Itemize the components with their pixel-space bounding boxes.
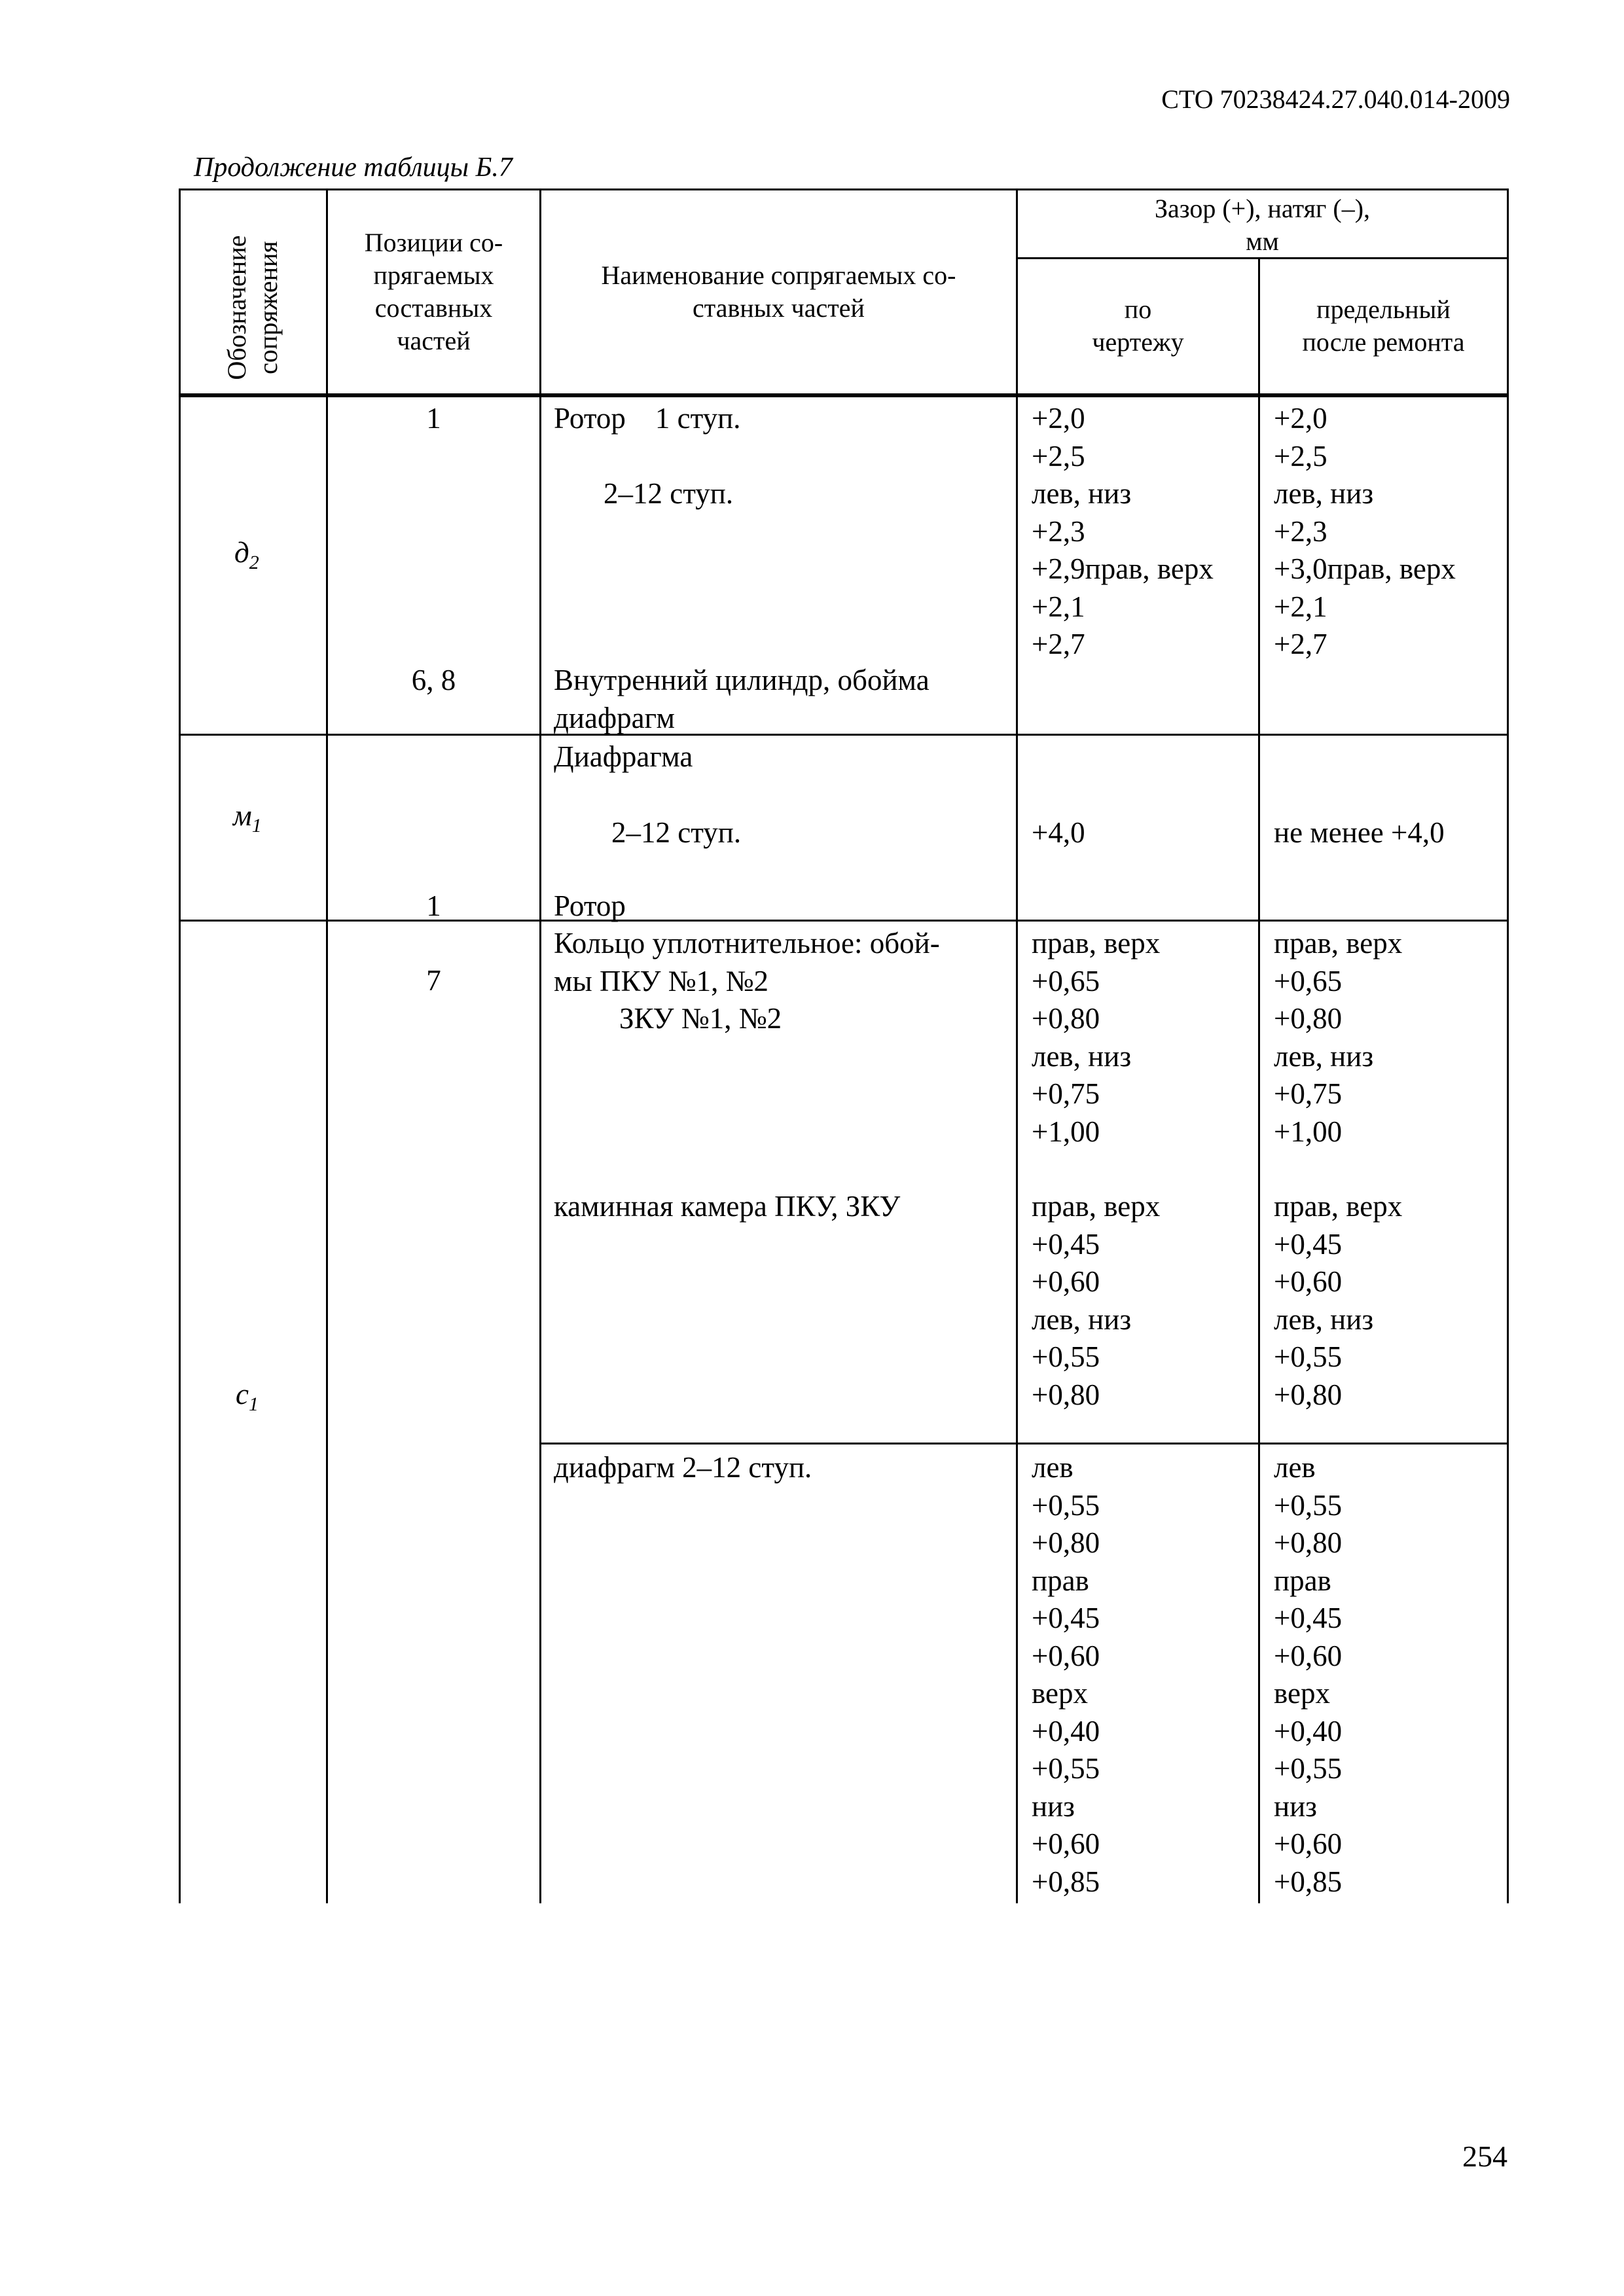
- designation-d2: $д_2$: [234, 536, 259, 573]
- position-value: 1: [426, 889, 441, 922]
- column-divider: [1016, 188, 1018, 1903]
- part-name: Диафрагма: [554, 740, 693, 773]
- header-bottom-rule: [179, 393, 1509, 397]
- position-value: 1: [426, 402, 441, 435]
- gap-by-drawing: прав, верх +0,45 +0,60 лев, низ +0,55 +0,80: [1032, 1190, 1161, 1411]
- position-value: 7: [426, 964, 441, 997]
- table-border-left: [179, 188, 181, 1903]
- gap-by-drawing: +4,0: [1032, 816, 1085, 849]
- part-name: Ротор: [554, 889, 626, 922]
- designation-m1: $м_1$: [233, 799, 262, 836]
- page-number: 254: [1462, 2140, 1507, 2173]
- part-name: 2–12 ступ.: [611, 816, 742, 849]
- part-name: 2–12 ступ.: [604, 477, 734, 510]
- gap-after-repair: не менее +4,0: [1274, 816, 1445, 849]
- part-name: каминная камера ПКУ, ЗКУ: [554, 1190, 901, 1223]
- table-continuation-title: Продолжение таблицы Б.7: [194, 152, 513, 183]
- header-positions: Позиции со- прягаемых составных частей: [364, 228, 503, 355]
- gap-by-drawing: лев +0,55 +0,80 прав +0,45 +0,60 верх +0,40 +0,55 низ +0,60 +0,85: [1032, 1451, 1100, 1898]
- header-after-repair: предельный после ремонта: [1302, 295, 1465, 357]
- header-gap-group: Зазор (+), натяг (–), мм: [1154, 194, 1371, 256]
- document-code: СТО 70238424.27.040.014-2009: [1161, 84, 1510, 114]
- gap-after-repair: +2,0 +2,5 лев, низ +2,3 +3,0прав, верх +2,1 +2,7: [1274, 402, 1456, 660]
- header-names: Наименование сопрягаемых со- ставных частей: [601, 260, 956, 323]
- header-by-drawing: по чертежу: [1092, 295, 1184, 357]
- table-border-top: [179, 188, 1509, 190]
- part-name: диафрагм 2–12 ступ.: [554, 1451, 812, 1484]
- header-designation: Обозначение сопряжения: [222, 235, 283, 380]
- part-name: ЗКУ №1, №2: [619, 1002, 782, 1035]
- gap-after-repair: прав, верх +0,45 +0,60 лев, низ +0,55 +0,80: [1274, 1190, 1403, 1411]
- column-divider: [1258, 258, 1260, 1903]
- column-divider: [326, 188, 328, 1903]
- column-divider: [539, 188, 541, 1903]
- table-border-right: [1507, 188, 1509, 1903]
- gap-by-drawing: +2,0 +2,5 лев, низ +2,3 +2,9прав, верх +2,1 +2,7: [1032, 402, 1214, 660]
- row-divider: [539, 1443, 1509, 1444]
- gap-by-drawing: прав, верх +0,65 +0,80 лев, низ +0,75 +1,00: [1032, 927, 1161, 1148]
- part-name: Кольцо уплотнительное: обой- мы ПКУ №1, №2: [554, 927, 940, 997]
- position-value: 6, 8: [411, 664, 456, 696]
- part-name: Ротор 1 ступ.: [554, 402, 741, 435]
- part-name: Внутренний цилиндр, обойма диафрагм: [554, 664, 929, 734]
- gap-after-repair: прав, верх +0,65 +0,80 лев, низ +0,75 +1,00: [1274, 927, 1403, 1148]
- designation-c1: $с_1$: [236, 1378, 259, 1415]
- gap-after-repair: лев +0,55 +0,80 прав +0,45 +0,60 верх +0,40 +0,55 низ +0,60 +0,85: [1274, 1451, 1343, 1898]
